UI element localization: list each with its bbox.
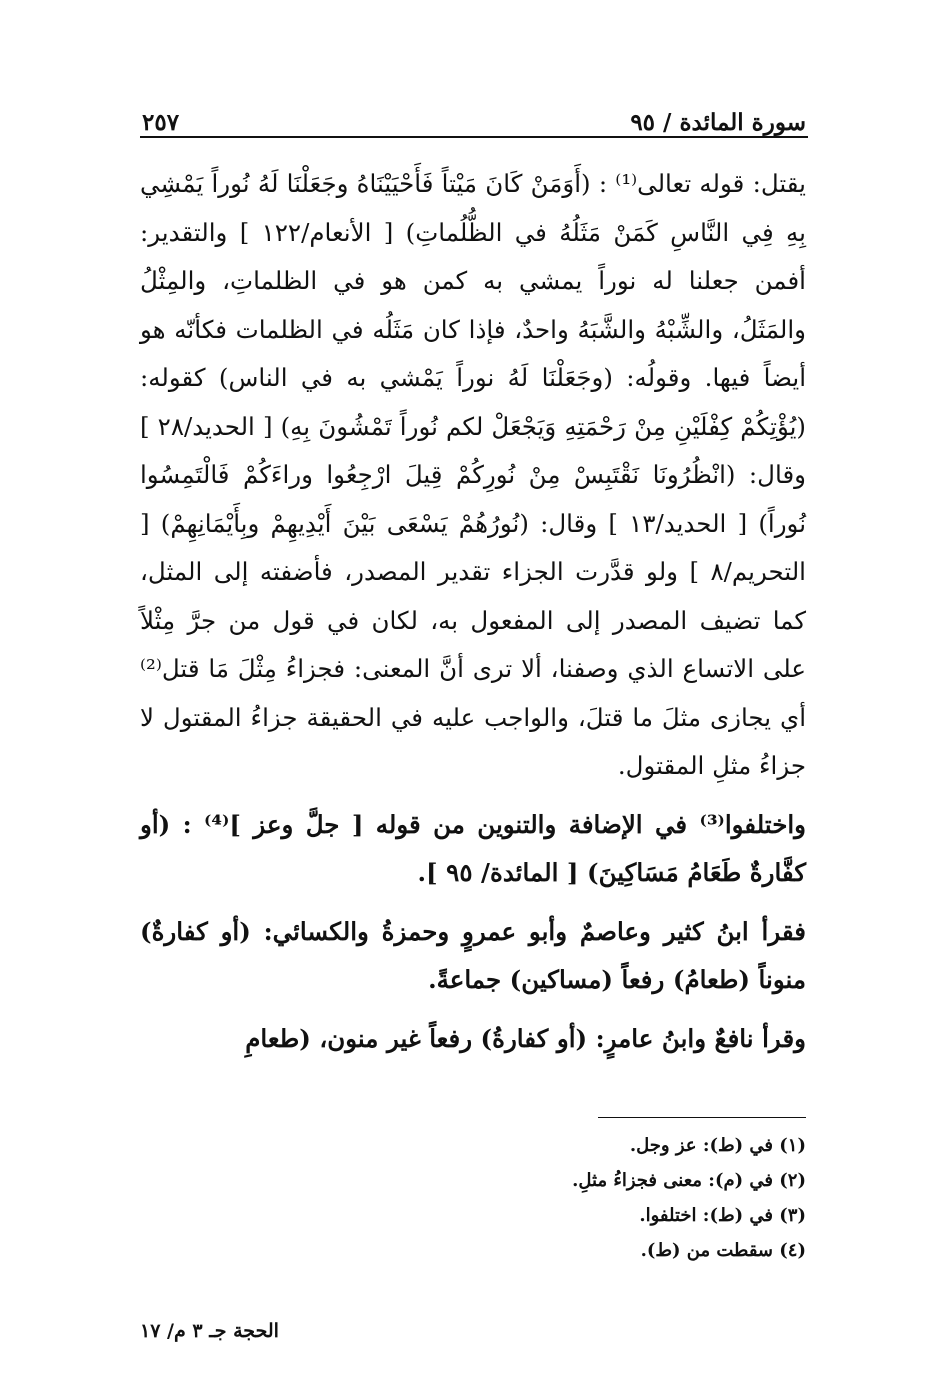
running-title: سورة المائدة / ٩٥	[630, 109, 806, 136]
paragraph-4: وقرأ نافعٌ وابنُ عامرٍ: (أو كفارةُ) رفعاً غير منون، (طعامِ	[245, 1023, 806, 1053]
paragraph-1: يقتل: قوله تعالى⁽¹⁾ : (أَوَمَنْ كَانَ مَيْتاً فَأَحْيَيْنَاهُ وجَعَلْنَا لَهُ نُوراً يَمْشِي بِهِ فِي النَّاسِ كَمَنْ مَثَلُهُ في الظُّلُماتِ) [ الأنعام/١٢٢ ] والتقدير: أفمن جعلنا له نوراً يمشي به كمن هو في الظلماتِ، والمِثْلُ والمَثَلُ، والشِّبْهُ والشَّبَهُ واحدٌ، فإذا كان مَثَلُه في الظلمات فكأنّه هو أيضاً فيها. وقولُه: (وجَعَلْنَا لَهُ نوراً يَمْشي به في الناس) كقوله: (يُؤْتِكُمْ كِفْلَيْنِ مِنْ رَحْمَتِهِ وَيَجْعَلْ لكم نُوراً تَمْشُونَ بِهِ) [ الحديد/٢٨ ] وقال: (انْظُرُونَا نَقْتَبِسْ مِنْ نُورِكُمْ قِيلَ ارْجِعُوا وراءَكُمْ فَالْتَمِسُوا نُوراً) [ الحديد/١٣ ] وقال: (نُورُهُمْ يَسْعَى بَيْنَ أَيْدِيهِمْ وبِأَيْمَانِهِمْ) [ التحريم/٨ ] ولو قدَّرت الجزاء تقدير المصدر، فأضفته إلى المثل، كما تضيف المصدر إلى المفعول به، لكان في قول من جرَّ مِثْلاً على الاتساع الذي وصفنا، ألا ترى أنَّ المعنى: فجزاءُ مِثْلَ مَا قتل⁽²⁾ أي يجازى مثلَ ما قتلَ، والواجب عليه في الحقيقة جزاءُ المقتول لا جزاءُ مثلِ المقتول.	[140, 169, 807, 780]
paragraph-2: واختلفوا⁽³⁾ في الإضافة والتنوين من قوله [ جلَّ وعز ]⁽⁴⁾ : (أو كفَّارةٌ طَعَامُ مَسَاكِينَ) [ المائدة/ ٩٥ ].	[140, 809, 806, 887]
header-divider	[140, 136, 808, 138]
footnote-2: (٢) في (م): معنى فجزاءُ مثلِ.	[572, 1170, 806, 1191]
paragraph-3: فقرأ ابنُ كثير وعاصمٌ وأبو عمروٍ وحمزةُ والكسائي: (أو كفارةٌ) منوناً (طعامُ) رفعاً (مساكين) جماعةً.	[140, 916, 806, 994]
main-text	[140, 160, 806, 1063]
page-number: ٢٥٧	[142, 109, 180, 136]
footnote-3: (٣) في (ط): اختلفوا.	[639, 1205, 806, 1226]
footnotes	[386, 1128, 806, 1268]
signature-mark: الحجة جـ ٣ م/ ١٧	[140, 1320, 279, 1342]
footnote-1: (١) في (ط): عز وجل.	[629, 1135, 806, 1156]
footnote-divider	[598, 1117, 806, 1118]
page-header	[142, 96, 806, 136]
footnote-4: (٤) سقطت من (ط).	[640, 1240, 806, 1261]
